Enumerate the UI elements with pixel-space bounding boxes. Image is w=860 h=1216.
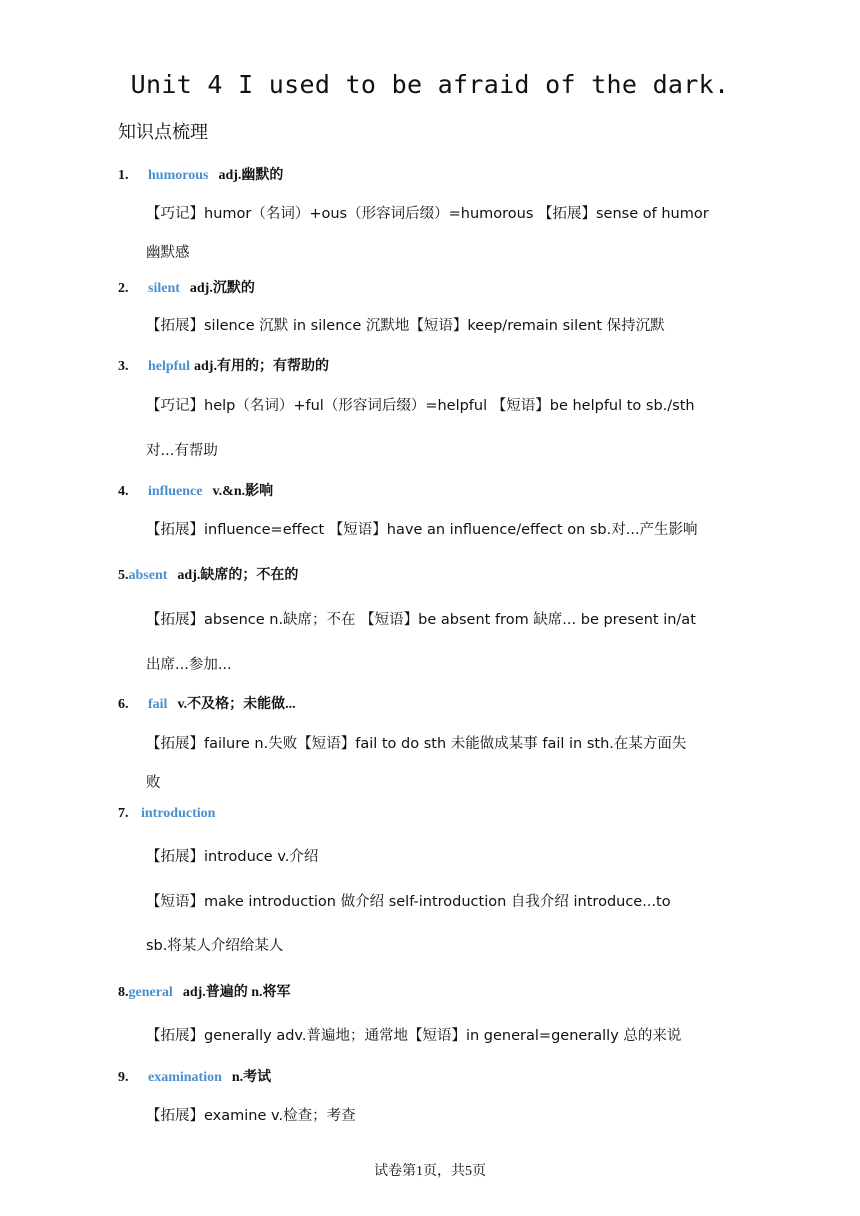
detail-line: 【巧记】humor（名词）+ous（形容词后缀）=humorous 【拓展】sense of humor [146,206,709,222]
vocab-term: humorous [148,168,209,183]
vocab-pos: adj.有用的；有帮助的 [194,359,329,374]
detail-line: 【短语】make introduction 做介绍 self-introduction 自我介绍 introduce...to [146,894,671,910]
detail-line: 【拓展】generally adv.普遍地；通常地【短语】in general=generally 总的来说 [146,1028,682,1044]
vocab-pos: adj.沉默的 [189,281,255,296]
vocab-pos: adj.缺席的；不在的 [177,568,299,583]
detail-line: 【巧记】help（名词）+ful（形容词后缀）=helpful 【短语】be helpful to sb./sth [146,398,695,414]
section-subtitle: 知识点梳理 [118,122,208,143]
vocab-pos: v.不及格；未能做... [177,697,296,712]
vocab-pos: v.&n.影响 [212,484,274,499]
vocab-item-absent: 5.absent adj.缺席的；不在的 [118,568,299,583]
vocab-item-helpful: 3. helpful adj.有用的；有帮助的 [118,359,329,374]
vocab-pos: n.考试 [231,1070,272,1085]
detail-line: 对...有帮助 [146,443,218,459]
vocab-pos: adj.幽默的 [218,168,284,183]
vocab-item-introduction: 7. introduction [118,806,216,821]
vocab-term: influence [148,484,203,499]
detail-line: 【拓展】silence 沉默 in silence 沉默地【短语】keep/remain silent 保持沉默 [146,318,665,334]
detail-line: 【拓展】examine v.检查；考查 [146,1108,356,1124]
vocab-item-fail: 6. fail v.不及格；未能做... [118,697,296,712]
detail-line: 【拓展】influence=effect 【短语】have an influence/effect on sb.对...产生影响 [146,522,698,538]
vocab-term: general [128,985,173,1000]
vocab-pos: adj.普遍的 n.将军 [182,985,291,1000]
page-title: Unit 4 I used to be afraid of the dark. [130,70,730,99]
vocab-term: silent [148,281,180,296]
vocab-term: fail [148,697,168,712]
page-footer: 试卷第1页，共5页 [374,1164,486,1179]
vocab-term: introduction [141,806,216,821]
vocab-term: absent [128,568,168,583]
vocab-item-influence: 4. influence v.&n.影响 [118,484,274,499]
vocab-term: examination [148,1070,222,1085]
detail-line: 【拓展】absence n.缺席；不在 【短语】be absent from 缺席... be present in/at [146,612,696,628]
detail-line: sb.将某人介绍给某人 [146,938,284,954]
detail-line: 【拓展】introduce v.介绍 [146,849,319,865]
vocab-item-silent: 2. silent adj.沉默的 [118,281,255,296]
detail-line: 出席...参加... [146,657,232,673]
vocab-term: helpful [148,359,191,374]
detail-line: 败 [146,775,161,791]
vocab-item-humorous: 1. humorous adj.幽默的 [118,168,284,183]
vocab-item-examination: 9. examination n.考试 [118,1070,272,1085]
detail-line: 【拓展】failure n.失败【短语】fail to do sth 未能做成某事 fail in sth.在某方面失 [146,736,687,752]
detail-line: 幽默感 [146,245,190,261]
vocab-item-general: 8.general adj.普遍的 n.将军 [118,985,291,1000]
